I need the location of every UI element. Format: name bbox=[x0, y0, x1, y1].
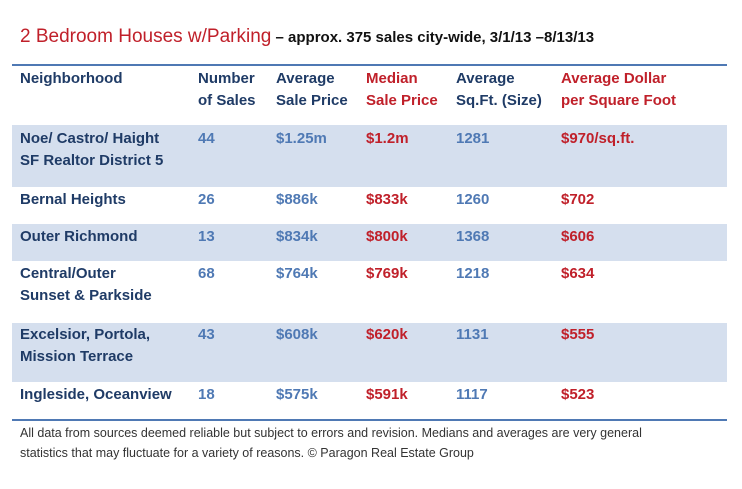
cell-sqft: 1218 bbox=[456, 265, 490, 282]
cell-avg-price: $886k bbox=[276, 191, 318, 208]
cell-sales: 13 bbox=[198, 228, 215, 245]
neighborhood-line-2: Mission Terrace bbox=[20, 348, 134, 365]
header-avg-price-line-1: Average bbox=[276, 70, 335, 87]
disclaimer bbox=[20, 423, 720, 463]
neighborhood-line-1: Bernal Heights bbox=[20, 191, 126, 208]
disclaimer-line-1: All data from sources deemed reliable but subject to errors and revision. Medians and averages are very general bbox=[20, 426, 642, 440]
cell-sqft: 1260 bbox=[456, 191, 490, 208]
title-main: 2 Bedroom Houses w/Parking bbox=[20, 26, 272, 47]
cell-neighborhood bbox=[20, 189, 126, 211]
cell-median-price: $620k bbox=[366, 326, 408, 343]
cell-avg-price: $575k bbox=[276, 386, 318, 403]
cell-median-price: $800k bbox=[366, 228, 408, 245]
cell-avg-price: $1.25m bbox=[276, 130, 327, 147]
table-row bbox=[12, 224, 727, 261]
cell-sqft: 1131 bbox=[456, 326, 489, 343]
header-sqft-line-2: Sq.Ft. (Size) bbox=[456, 92, 542, 109]
header-median-price-line-1: Median bbox=[366, 70, 418, 87]
header-sales bbox=[198, 68, 256, 112]
cell-sqft: 1368 bbox=[456, 228, 490, 245]
cell-neighborhood bbox=[20, 384, 172, 406]
cell-avg-price: $834k bbox=[276, 228, 318, 245]
cell-sales: 68 bbox=[198, 265, 215, 282]
header-avg-price-line-2: Sale Price bbox=[276, 92, 348, 109]
header-dollar-sqft-line-2: per Square Foot bbox=[561, 92, 677, 109]
cell-dollar-sqft: $523 bbox=[561, 386, 595, 403]
neighborhood-line-1: Noe/ Castro/ Haight bbox=[20, 130, 160, 147]
header-avg-price bbox=[276, 68, 348, 112]
cell-sales: 43 bbox=[198, 326, 215, 343]
header-dollar-sqft-line-1: Average Dollar bbox=[561, 70, 667, 87]
header-neighborhood bbox=[20, 68, 122, 90]
cell-neighborhood bbox=[20, 263, 152, 307]
cell-dollar-sqft: $702 bbox=[561, 191, 595, 208]
header-sales-line-2: of Sales bbox=[198, 92, 256, 109]
neighborhood-line-1: Outer Richmond bbox=[20, 228, 138, 245]
neighborhood-line-1: Excelsior, Portola, bbox=[20, 326, 151, 343]
header-sales-line-1: Number bbox=[198, 70, 255, 87]
title-subtitle: – approx. 375 sales city-wide, 3/1/13 –8/13/13 bbox=[271, 29, 595, 46]
cell-neighborhood bbox=[20, 324, 150, 368]
table-row bbox=[12, 261, 727, 323]
table-bottom-rule bbox=[12, 419, 727, 421]
cell-median-price: $1.2m bbox=[366, 130, 409, 147]
cell-dollar-sqft: $555 bbox=[561, 326, 595, 343]
disclaimer-line-2: statistics that may fluctuate for a variety of reasons. © Paragon Real Estate Group bbox=[20, 446, 474, 460]
cell-neighborhood bbox=[20, 226, 138, 248]
cell-dollar-sqft: $970/sq.ft. bbox=[561, 130, 635, 147]
cell-dollar-sqft: $606 bbox=[561, 228, 595, 245]
cell-median-price: $591k bbox=[366, 386, 408, 403]
header-dollar-sqft bbox=[561, 68, 676, 112]
cell-sales: 44 bbox=[198, 130, 215, 147]
table-top-rule bbox=[12, 64, 727, 66]
cell-neighborhood bbox=[20, 128, 163, 172]
cell-avg-price: $608k bbox=[276, 326, 318, 343]
neighborhood-line-2: Sunset & Parkside bbox=[20, 287, 152, 304]
neighborhood-line-2: SF Realtor District 5 bbox=[20, 152, 164, 169]
table-row bbox=[12, 323, 727, 382]
neighborhood-line-1: Ingleside, Oceanview bbox=[20, 386, 172, 403]
table-row bbox=[12, 125, 727, 187]
header-sqft-line-1: Average bbox=[456, 70, 515, 87]
cell-sales: 18 bbox=[198, 386, 215, 403]
cell-sales: 26 bbox=[198, 191, 215, 208]
header-median-price-line-2: Sale Price bbox=[366, 92, 438, 109]
header-sqft bbox=[456, 68, 542, 112]
cell-sqft: 1117 bbox=[456, 386, 488, 403]
cell-median-price: $769k bbox=[366, 265, 408, 282]
table-row bbox=[12, 187, 727, 224]
neighborhood-line-1: Central/Outer bbox=[20, 265, 116, 282]
cell-dollar-sqft: $634 bbox=[561, 265, 595, 282]
cell-median-price: $833k bbox=[366, 191, 408, 208]
header-neighborhood-line: Neighborhood bbox=[20, 70, 123, 87]
header-median-price bbox=[366, 68, 438, 112]
cell-sqft: 1281 bbox=[456, 130, 490, 147]
table-row bbox=[12, 382, 727, 419]
cell-avg-price: $764k bbox=[276, 265, 318, 282]
page-title bbox=[20, 26, 594, 48]
